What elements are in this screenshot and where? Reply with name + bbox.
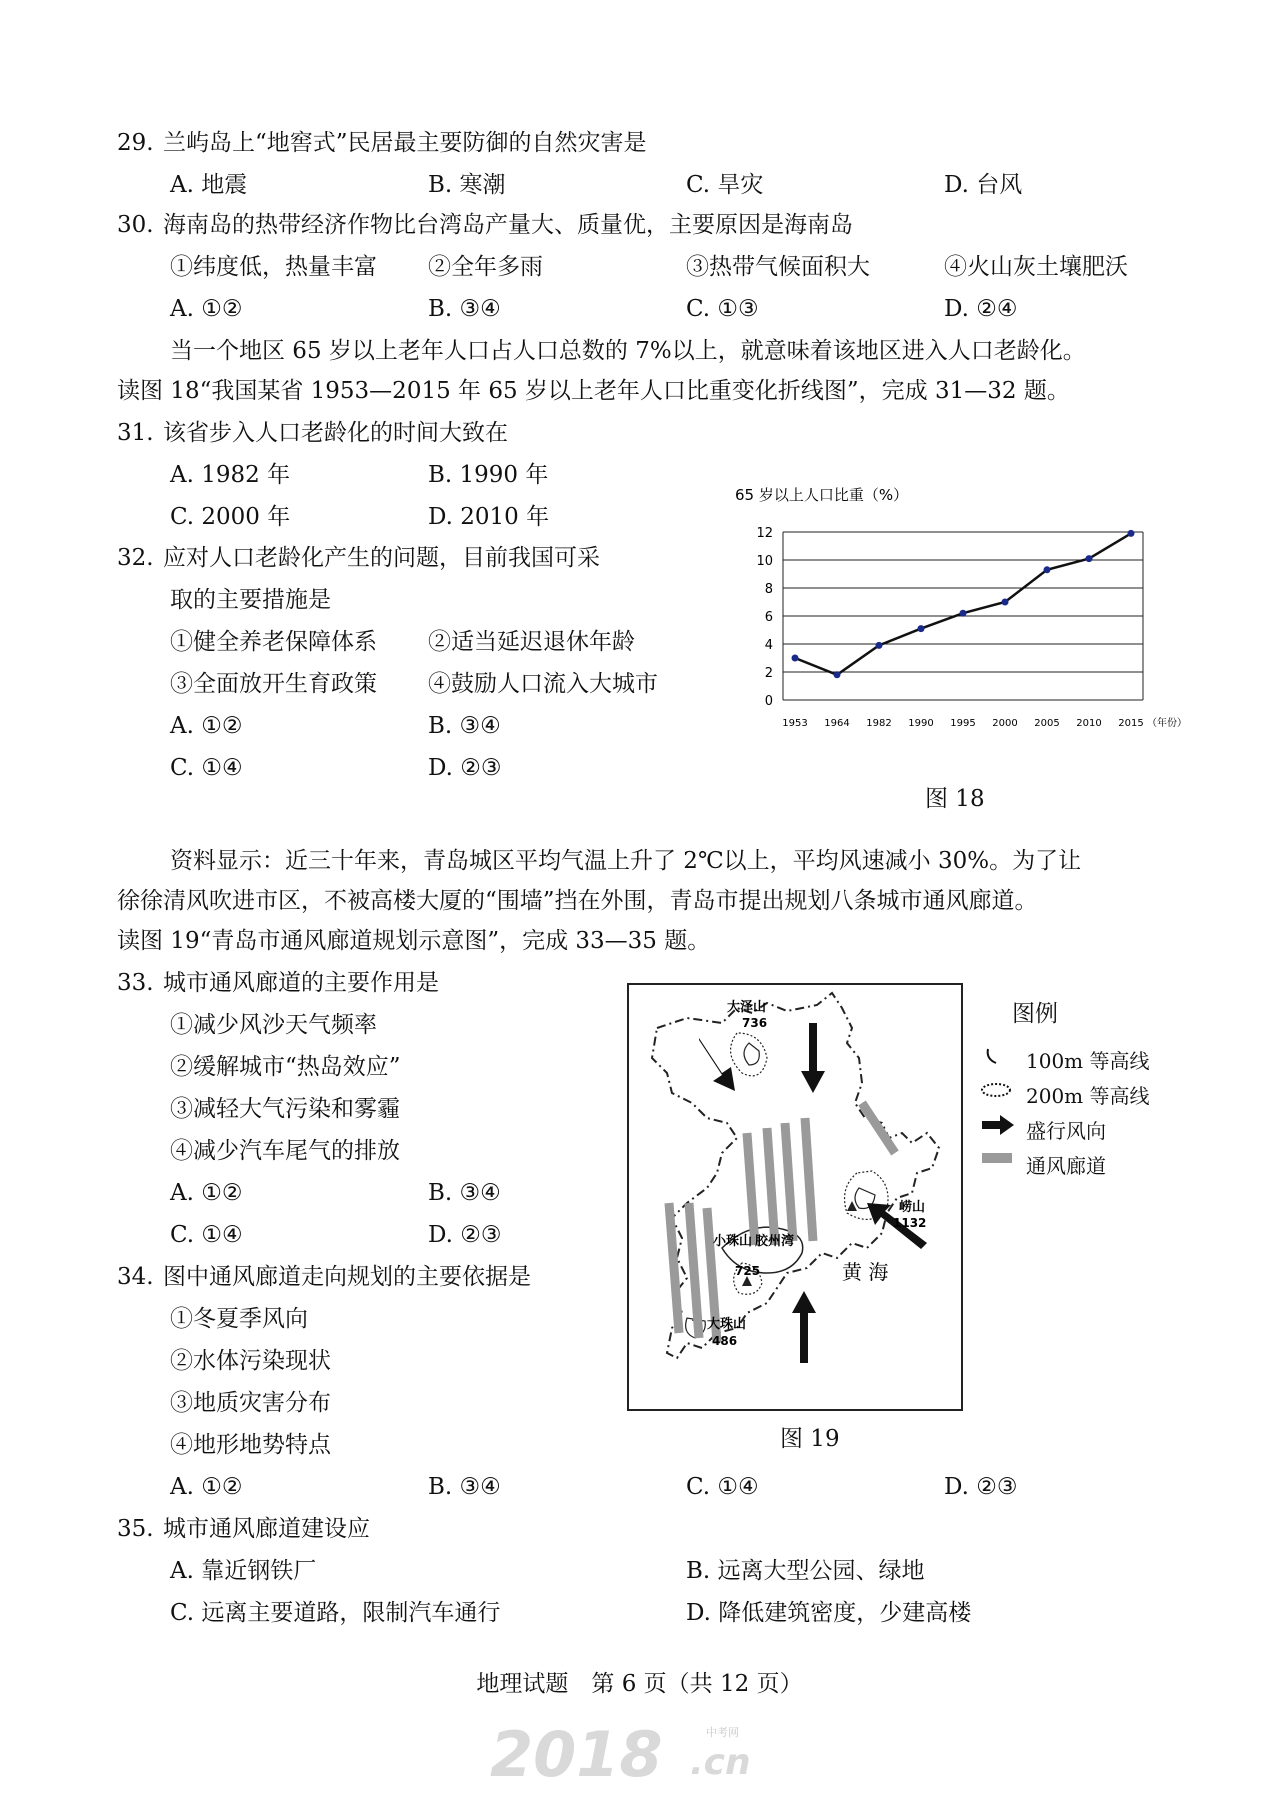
map-legend	[960, 995, 1160, 1195]
watermark-tag: 中考网	[706, 1726, 739, 1739]
chart-data-point	[1044, 566, 1051, 573]
q32-option-d: D. ②③	[428, 755, 502, 781]
chart-data-point	[792, 655, 799, 662]
legend-title: 图例	[1012, 1001, 1058, 1027]
q34-item-1: ①冬夏季风向	[170, 1306, 308, 1332]
q32-item-4: ④鼓励人口流入大城市	[428, 671, 658, 697]
chart-x-tick-label: 1995	[950, 718, 976, 729]
chart-data-point	[834, 671, 841, 678]
q35-option-c: C. 远离主要道路，限制汽车通行	[170, 1600, 501, 1626]
q30-stem: 30. 海南岛的热带经济作物比台湾岛产量大、质量优，主要原因是海南岛	[117, 212, 853, 238]
chart-x-tick-label: 2015	[1118, 718, 1144, 729]
legend-wind-arrow-icon	[982, 1115, 1014, 1135]
watermark-number: 2018	[490, 1718, 663, 1791]
chart-y-axis-title: 65 岁以上人口比重（%）	[735, 486, 909, 504]
legend-item-200m: 200m 等高线	[1026, 1084, 1150, 1108]
chart-x-tick-label: 2005	[1034, 718, 1060, 729]
q33-option-b: B. ③④	[428, 1180, 501, 1206]
figure-19-map	[627, 983, 963, 1411]
chart-x-tick-label: 2000	[992, 718, 1018, 729]
q33-option-a: A. ①②	[170, 1180, 243, 1206]
chart-x-tick-label: 1982	[866, 718, 892, 729]
q33-item-3: ③减轻大气污染和雾霾	[170, 1096, 400, 1122]
q33-item-1: ①减少风沙天气频率	[170, 1012, 377, 1038]
page-footer: 地理试题 第 6 页（共 12 页）	[476, 1671, 803, 1697]
watermark-logo	[490, 1718, 820, 1791]
q35-option-d: D. 降低建筑密度，少建高楼	[686, 1600, 972, 1626]
legend-100m-contour-icon	[988, 1049, 996, 1063]
q34-item-2: ②水体污染现状	[170, 1348, 331, 1374]
q33-option-d: D. ②③	[428, 1222, 502, 1248]
q29-option-c: C. 旱灾	[686, 172, 764, 198]
q32-item-2: ②适当延迟退休年龄	[428, 629, 635, 655]
chart-x-tick-label: 1953	[782, 718, 808, 729]
q31-stem: 31. 该省步入人口老龄化的时间大致在	[117, 420, 508, 446]
label-jiaozhouwan: 胶州湾	[755, 1234, 795, 1249]
chart-data-point	[1086, 555, 1093, 562]
legend-corridor-icon	[982, 1153, 1012, 1163]
q31-option-a: A. 1982 年	[170, 462, 291, 488]
chart-data-point	[1128, 530, 1135, 537]
q34-stem: 34. 图中通风廊道走向规划的主要依据是	[117, 1264, 531, 1290]
figure-18-caption: 图 18	[925, 786, 985, 812]
chart-y-tick-label: 2	[764, 666, 773, 681]
q32-item-1: ①健全养老保障体系	[170, 629, 377, 655]
label-dazhushan-height: 486	[712, 1334, 738, 1348]
q34-item-3: ③地质灾害分布	[170, 1390, 331, 1416]
q35-stem: 35. 城市通风廊道建设应	[117, 1516, 370, 1542]
q33-stem: 33. 城市通风廊道的主要作用是	[117, 970, 439, 996]
q32-option-a: A. ①②	[170, 713, 243, 739]
q33-option-c: C. ①④	[170, 1222, 243, 1248]
chart-data-point	[1002, 599, 1009, 606]
q29-option-d: D. 台风	[944, 172, 1023, 198]
q32-item-3: ③全面放开生育政策	[170, 671, 377, 697]
q29-option-a: A. 地震	[170, 172, 248, 198]
q33-item-2: ②缓解城市“热岛效应”	[170, 1054, 401, 1080]
q31-option-c: C. 2000 年	[170, 504, 291, 530]
legend-200m-contour-icon	[982, 1084, 1010, 1096]
watermark-suffix: .cn	[690, 1742, 751, 1783]
label-dazeshan-height: 736	[742, 1016, 768, 1030]
q31-option-d: D. 2010 年	[428, 504, 550, 530]
chart-y-tick-label: 0	[764, 694, 773, 709]
chart-x-axis-label: （年份）	[1147, 718, 1187, 729]
chart-data-point	[876, 642, 883, 649]
chart-y-tick-label: 10	[756, 554, 773, 569]
legend-item-wind: 盛行风向	[1026, 1119, 1106, 1143]
label-laoshan-height: 1132	[893, 1216, 927, 1230]
q33-item-4: ④减少汽车尾气的排放	[170, 1138, 400, 1164]
q30-option-c: C. ①③	[686, 296, 759, 322]
q34-option-d: D. ②③	[944, 1474, 1018, 1500]
figure-18	[735, 480, 1187, 770]
q29-stem: 29. 兰屿岛上“地窖式”民居最主要防御的自然灾害是	[117, 130, 647, 156]
chart-data-point	[960, 610, 967, 617]
label-dazhushan: 大珠山	[707, 1317, 747, 1332]
chart-series-line	[795, 533, 1131, 674]
legend-item-corridor: 通风廊道	[1026, 1154, 1106, 1178]
chart-x-tick-label: 2010	[1076, 718, 1102, 729]
q30-item-4: ④火山灰土壤肥沃	[944, 254, 1128, 280]
label-dazeshan: 大泽山	[727, 1000, 767, 1015]
intro1-line1: 当一个地区 65 岁以上老年人口占人口总数的 7%以上，就意味着该地区进入人口老龄化。	[170, 338, 1086, 364]
label-huanghai: 黄 海	[842, 1260, 889, 1284]
line-chart	[735, 480, 1187, 770]
chart-y-tick-label: 4	[764, 638, 773, 653]
chart-x-tick-label: 1990	[908, 718, 934, 729]
map-frame	[628, 984, 962, 1410]
chart-x-tick-label: 1964	[824, 718, 850, 729]
q35-option-a: A. 靠近钢铁厂	[170, 1558, 317, 1584]
q34-option-b: B. ③④	[428, 1474, 501, 1500]
q32-stem: 32. 应对人口老龄化产生的问题，目前我国可采	[117, 545, 600, 571]
q34-item-4: ④地形地势特点	[170, 1432, 331, 1458]
intro2-line3: 读图 19“青岛市通风廊道规划示意图”，完成 33—35 题。	[117, 928, 711, 954]
q34-option-c: C. ①④	[686, 1474, 759, 1500]
q32-option-c: C. ①④	[170, 755, 243, 781]
intro1-line2: 读图 18“我国某省 1953—2015 年 65 岁以上老年人口比重变化折线图”，完成 31—32 题。	[117, 378, 1070, 404]
label-xiaozhushan-height: 725	[735, 1264, 761, 1278]
q29-option-b: B. 寒潮	[428, 172, 506, 198]
chart-y-tick-label: 6	[764, 610, 773, 625]
figure-19-caption: 图 19	[780, 1426, 840, 1452]
chart-data-point	[918, 625, 925, 632]
q30-option-b: B. ③④	[428, 296, 501, 322]
q32-stem-line2: 取的主要措施是	[170, 587, 331, 613]
q30-item-2: ②全年多雨	[428, 254, 543, 280]
q34-option-a: A. ①②	[170, 1474, 243, 1500]
label-xiaozhushan: 小珠山	[713, 1234, 753, 1249]
chart-y-tick-label: 12	[756, 526, 773, 541]
q30-item-3: ③热带气候面积大	[686, 254, 870, 280]
legend-symbols	[980, 1045, 1016, 1195]
legend-item-100m: 100m 等高线	[1026, 1049, 1150, 1073]
chart-y-tick-label: 8	[764, 582, 773, 597]
q35-option-b: B. 远离大型公园、绿地	[686, 1558, 925, 1584]
q30-option-d: D. ②④	[944, 296, 1018, 322]
q30-option-a: A. ①②	[170, 296, 243, 322]
qingdao-map	[627, 983, 963, 1411]
q32-option-b: B. ③④	[428, 713, 501, 739]
q31-option-b: B. 1990 年	[428, 462, 549, 488]
intro2-line2: 徐徐清风吹进市区，不被高楼大厦的“围墙”挡在外围，青岛市提出规划八条城市通风廊道。	[117, 888, 1038, 914]
intro2-line1: 资料显示：近三十年来，青岛城区平均气温上升了 2℃以上，平均风速减小 30%。为了让	[170, 848, 1082, 874]
q30-item-1: ①纬度低，热量丰富	[170, 254, 377, 280]
label-laoshan: 崂山	[899, 1200, 926, 1215]
